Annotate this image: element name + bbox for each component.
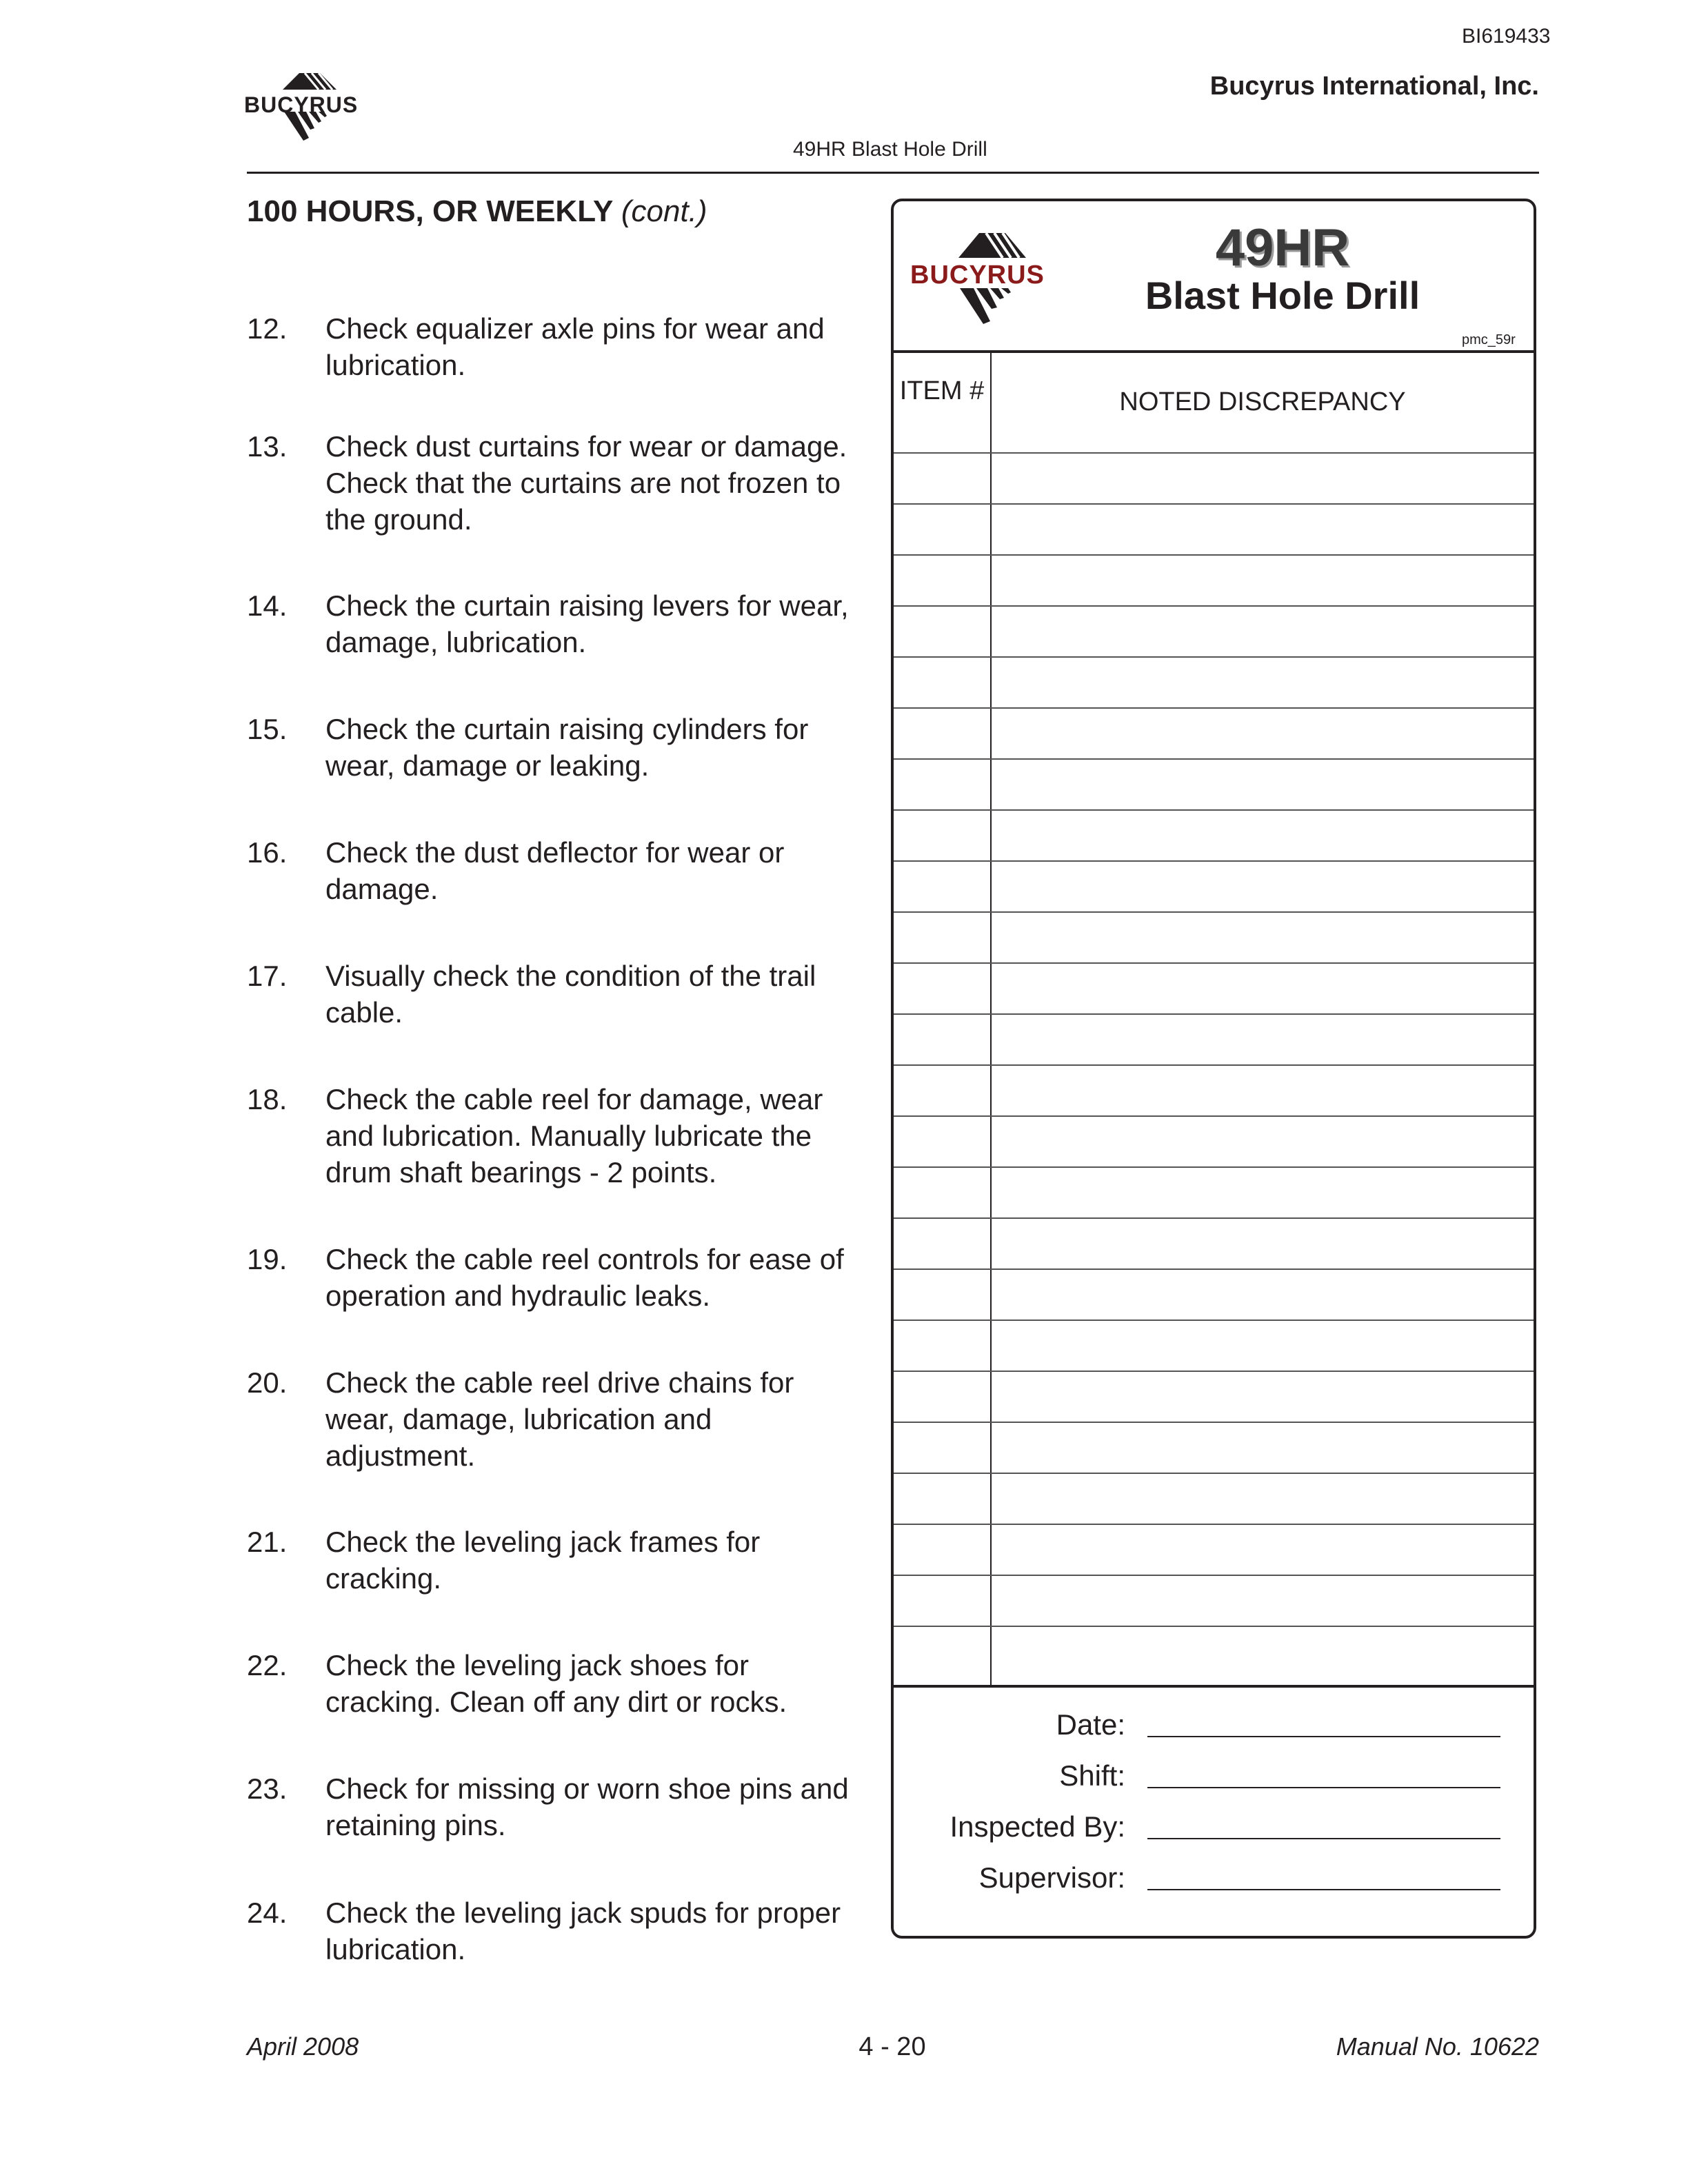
item-number: 19.	[247, 1243, 288, 1275]
shift-field[interactable]	[1147, 1787, 1500, 1788]
discrepancy-row-line	[894, 605, 1534, 607]
column-divider	[990, 353, 992, 1686]
company-name: Bucyrus International, Inc.	[1209, 72, 1539, 101]
column-header-item: ITEM #	[899, 376, 985, 405]
document-id: BI619433	[1462, 25, 1551, 48]
discrepancy-row-line	[894, 1626, 1534, 1627]
item-text: Check the cable reel for damage, wear and lubrication. Manually lubricate the drum shaft bearings - 2 points.	[325, 1083, 823, 1189]
supervisor-label: Supervisor:	[978, 1861, 1125, 1894]
discrepancy-row-line	[894, 809, 1534, 811]
discrepancy-row-line	[894, 1268, 1534, 1270]
card-header-divider	[891, 350, 1536, 353]
item-text: Check the leveling jack frames for cracking.	[325, 1526, 761, 1595]
item-number: 12.	[247, 312, 288, 345]
item-number: 21.	[247, 1526, 288, 1558]
card-title: Blast Hole Drill	[1145, 274, 1420, 317]
card-logo-wordmark: BUCYRUS	[910, 261, 1045, 290]
discrepancy-row-line	[894, 758, 1534, 760]
item-text: Check the leveling jack shoes for cracking. Clean off any dirt or rocks.	[325, 1649, 787, 1718]
document-subtitle: 49HR Blast Hole Drill	[793, 138, 987, 161]
item-number: 18.	[247, 1083, 288, 1115]
discrepancy-row-line	[894, 656, 1534, 658]
column-header-discrepancy: NOTED DISCREPANCY	[1119, 387, 1406, 416]
item-number: 17.	[247, 960, 288, 992]
discrepancy-row-line	[894, 1575, 1534, 1576]
item-text: Check the curtain raising levers for wear, damage, lubrication.	[325, 589, 849, 658]
section-title	[247, 194, 707, 229]
card-code: pmc_59r	[1462, 332, 1516, 347]
item-text: Check the curtain raising cylinders for wear, damage or leaking.	[325, 713, 809, 782]
page-number: 4 - 20	[858, 2032, 926, 2061]
discrepancy-row-line	[894, 1115, 1534, 1117]
card-bucyrus-logo	[910, 228, 1062, 331]
discrepancy-row-line	[894, 1217, 1534, 1219]
item-number: 24.	[247, 1897, 288, 1929]
manual-number: Manual No. 10622	[1336, 2032, 1539, 2061]
discrepancy-form	[891, 199, 1536, 1939]
footer-date: April 2008	[247, 2032, 359, 2061]
item-number: 13.	[247, 430, 288, 463]
item-number: 20.	[247, 1366, 288, 1399]
item-text: Check the cable reel controls for ease of operation and hydraulic leaks.	[325, 1243, 844, 1312]
discrepancy-row-line	[894, 962, 1534, 964]
card-footer-divider	[891, 1685, 1536, 1688]
item-text: Check the leveling jack spuds for proper lubrication.	[325, 1897, 841, 1965]
date-field[interactable]	[1147, 1736, 1500, 1737]
bucyrus-logo	[243, 69, 367, 146]
discrepancy-row-line	[894, 452, 1534, 454]
item-text: Check the cable reel drive chains for wear, damage, lubrication and adjustment.	[325, 1366, 794, 1472]
inspected-by-label: Inspected By:	[950, 1810, 1125, 1843]
shift-label: Shift:	[1059, 1759, 1125, 1792]
item-text: Check for missing or worn shoe pins and retaining pins.	[325, 1772, 849, 1841]
header-divider	[247, 172, 1539, 174]
discrepancy-row-line	[894, 707, 1534, 709]
item-number: 22.	[247, 1649, 288, 1681]
date-label: Date:	[1056, 1708, 1125, 1741]
logo-wordmark: BUCYRUS	[244, 92, 359, 117]
discrepancy-row-line	[894, 860, 1534, 862]
discrepancy-row-line	[894, 554, 1534, 556]
supervisor-field[interactable]	[1147, 1889, 1500, 1890]
item-number: 23.	[247, 1772, 288, 1805]
discrepancy-row-line	[894, 1524, 1534, 1525]
item-number: 16.	[247, 836, 288, 869]
item-text: Check equalizer axle pins for wear and lubrication.	[325, 312, 825, 381]
discrepancy-row-line	[894, 911, 1534, 913]
discrepancy-row-line	[894, 1371, 1534, 1372]
item-text: Check the dust deflector for wear or damage.	[325, 836, 785, 905]
item-number: 15.	[247, 713, 288, 745]
discrepancy-row-line	[894, 1013, 1534, 1015]
item-text: Check dust curtains for wear or damage. Check that the curtains are not frozen to the ground.	[325, 430, 847, 536]
card-model: 49HR	[1215, 219, 1350, 277]
item-text: Visually check the condition of the trail cable.	[325, 960, 816, 1029]
inspected-by-field[interactable]	[1147, 1838, 1500, 1839]
discrepancy-row-line	[894, 1422, 1534, 1423]
discrepancy-row-line	[894, 1064, 1534, 1066]
section-title-suffix: (cont.)	[621, 194, 707, 228]
discrepancy-row-line	[894, 503, 1534, 505]
discrepancy-row-line	[894, 1166, 1534, 1168]
discrepancy-row-line	[894, 1320, 1534, 1321]
discrepancy-row-line	[894, 1473, 1534, 1474]
item-number: 14.	[247, 589, 288, 622]
section-title-text: 100 HOURS, OR WEEKLY	[247, 194, 613, 228]
